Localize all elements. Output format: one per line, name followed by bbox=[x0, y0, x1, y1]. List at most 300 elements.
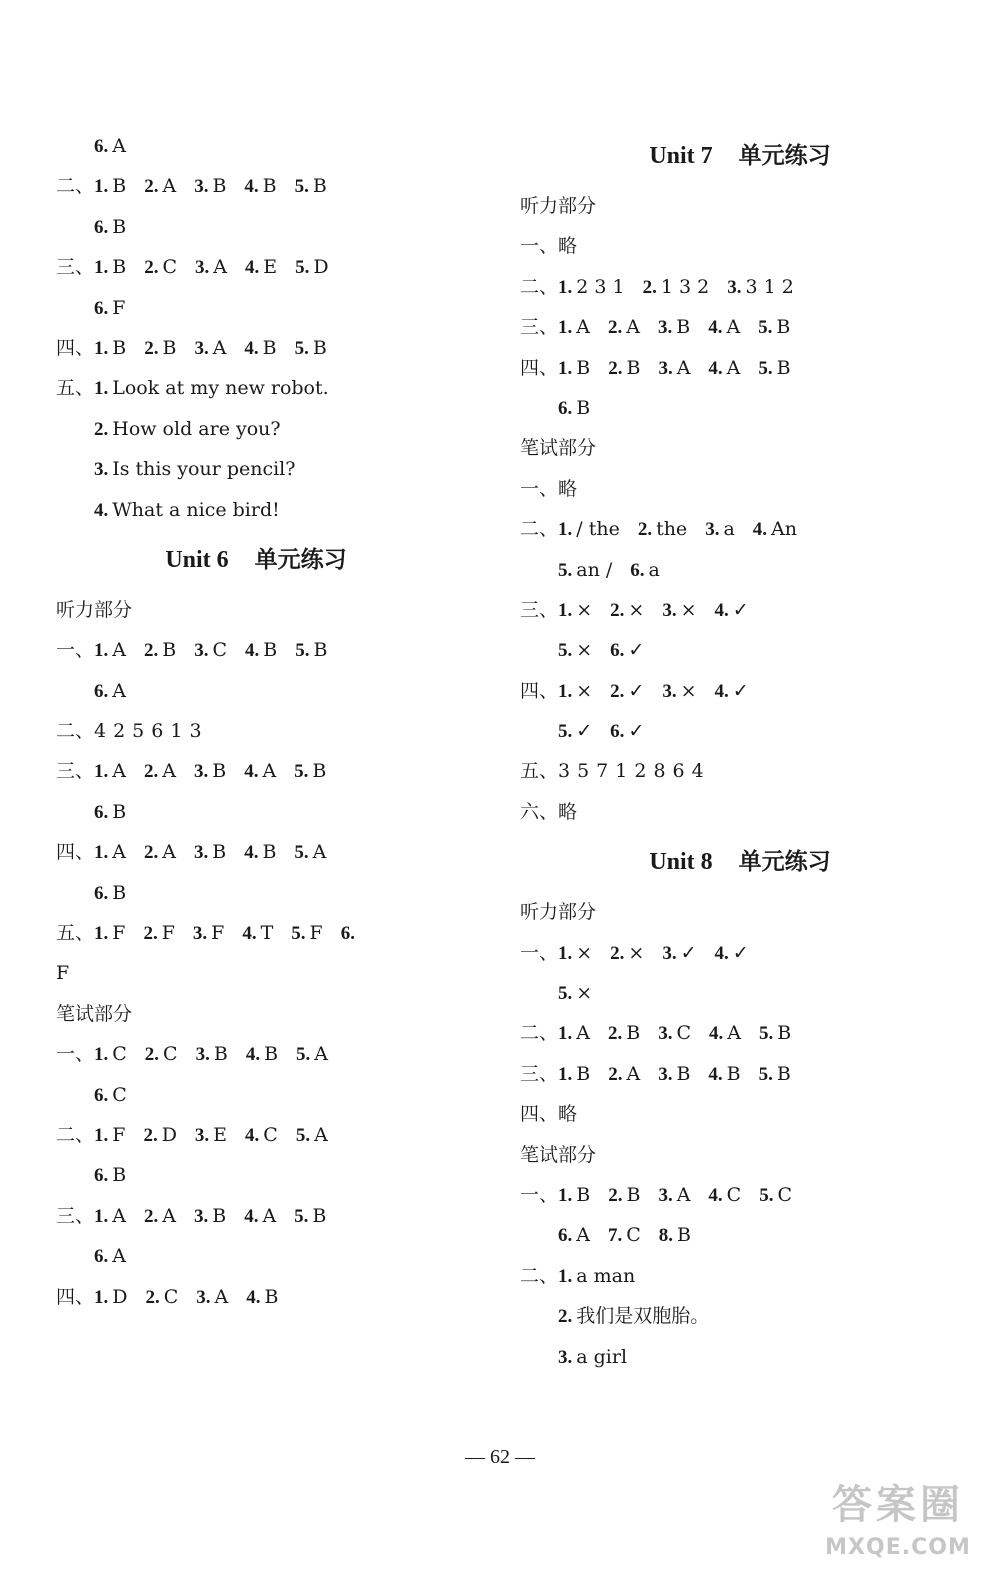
answer-value: A bbox=[112, 135, 126, 157]
answer-value: A bbox=[112, 1204, 126, 1227]
answer-dot: . bbox=[671, 942, 677, 964]
answer-item bbox=[94, 207, 126, 248]
answer-dot: . bbox=[154, 1044, 160, 1066]
answer-number: 1 bbox=[558, 276, 568, 298]
answer-line bbox=[520, 792, 960, 832]
answer-line bbox=[56, 1034, 456, 1074]
answer-number: 4 bbox=[245, 1124, 255, 1146]
answer-value: C bbox=[263, 1123, 278, 1146]
answer-number: 3 bbox=[662, 680, 672, 702]
answer-dot: . bbox=[304, 257, 310, 279]
answer-value: × bbox=[576, 679, 593, 702]
answer-value: D bbox=[112, 1285, 128, 1308]
answer-value: B bbox=[726, 1062, 741, 1085]
answer-value: A bbox=[576, 1022, 590, 1045]
answer-value: B bbox=[112, 800, 127, 823]
answer-dot: . bbox=[255, 1044, 261, 1066]
answer-line bbox=[56, 328, 456, 368]
answer-value: B bbox=[262, 336, 277, 359]
answer-dot: . bbox=[103, 1286, 109, 1308]
answer-value: E bbox=[263, 256, 278, 279]
answer-value: B bbox=[626, 356, 641, 379]
answer-value: B bbox=[576, 396, 591, 419]
answer-number: 4 bbox=[714, 942, 725, 964]
answer-item bbox=[143, 913, 174, 954]
section-heading: 笔试部分 bbox=[56, 1002, 133, 1025]
answer-item bbox=[558, 348, 590, 389]
answer-number: 6 bbox=[558, 397, 568, 419]
answer-line bbox=[56, 1115, 456, 1155]
answer-number: 1 bbox=[558, 1184, 568, 1206]
answer-dot: . bbox=[567, 357, 573, 379]
answer-number: 2 bbox=[642, 276, 653, 298]
answer-dot: . bbox=[304, 337, 309, 359]
answer-value: B bbox=[112, 175, 127, 198]
answer-value: F bbox=[309, 922, 323, 945]
answer-dot: . bbox=[153, 257, 159, 279]
answer-number: 3 bbox=[192, 923, 203, 945]
answer-dot: . bbox=[768, 1023, 774, 1045]
answer-item bbox=[244, 832, 276, 873]
answer-line bbox=[520, 671, 960, 711]
answer-item bbox=[708, 348, 740, 389]
answer-item bbox=[94, 873, 126, 914]
answer-dot: . bbox=[255, 1286, 261, 1308]
answer-dot: . bbox=[153, 640, 159, 662]
answer-value: A bbox=[262, 760, 277, 783]
answer-dot: . bbox=[253, 176, 259, 198]
answer-item bbox=[759, 1175, 792, 1216]
answer-dot: . bbox=[253, 337, 259, 359]
answer-dot: . bbox=[617, 1225, 623, 1247]
answer-number: 1 bbox=[94, 1286, 104, 1308]
answer-item bbox=[94, 1277, 127, 1318]
answer-dot: . bbox=[617, 1184, 623, 1206]
answer-item bbox=[145, 1034, 178, 1075]
answer-item bbox=[558, 590, 592, 631]
answer-item bbox=[196, 1277, 228, 1318]
answer-dot: . bbox=[103, 842, 109, 864]
answer-value: A bbox=[112, 639, 126, 662]
answer-value: B bbox=[776, 1062, 791, 1085]
answer-item bbox=[244, 166, 276, 207]
answer-dot: . bbox=[714, 519, 720, 541]
answer-line bbox=[520, 267, 960, 307]
answer-value: B bbox=[677, 1224, 691, 1247]
answer-number: 2 bbox=[143, 842, 154, 864]
answer-value: ✓ bbox=[732, 598, 749, 621]
answer-dot: . bbox=[103, 418, 109, 440]
unit-number: Unit 6 bbox=[165, 546, 229, 573]
answer-dot: . bbox=[567, 397, 573, 419]
answer-value: B bbox=[264, 1043, 279, 1066]
answer-number: 5 bbox=[295, 257, 305, 279]
answer-value: B bbox=[312, 1204, 327, 1227]
answer-value: A bbox=[312, 841, 327, 864]
answer-dot: . bbox=[567, 559, 573, 581]
answer-number: 6 bbox=[630, 559, 640, 581]
answer-number: 2 bbox=[143, 1205, 154, 1227]
answer-dot: . bbox=[718, 1023, 724, 1045]
answer-dot: . bbox=[153, 761, 159, 783]
answer-item bbox=[758, 348, 790, 389]
answer-number: 6 bbox=[94, 1165, 104, 1187]
answer-dot: . bbox=[103, 378, 109, 400]
answer-item bbox=[94, 1236, 126, 1277]
answer-value: ✓ bbox=[732, 941, 749, 964]
answer-dot: . bbox=[567, 519, 573, 541]
answer-value: a girl bbox=[576, 1345, 628, 1368]
question-group-marker: 四、 bbox=[520, 1103, 559, 1126]
section-heading: 听力部分 bbox=[520, 195, 597, 217]
question-group-marker: 一、 bbox=[56, 1043, 95, 1066]
answer-dot: . bbox=[103, 801, 109, 823]
answer-value: B bbox=[162, 336, 177, 359]
answer-dot: . bbox=[300, 923, 306, 945]
answer-line bbox=[56, 126, 456, 166]
answer-dot: . bbox=[768, 1184, 774, 1206]
answer-item bbox=[608, 1013, 640, 1054]
answer-dot: . bbox=[202, 923, 208, 945]
answer-item bbox=[610, 671, 644, 712]
answer-value: B bbox=[212, 841, 227, 864]
answer-number: 7 bbox=[607, 1225, 618, 1247]
answer-line bbox=[520, 1013, 960, 1053]
answer-number: 6 bbox=[94, 216, 104, 238]
answer-number: 3 bbox=[195, 1044, 206, 1066]
answer-value: A bbox=[112, 841, 126, 864]
answer-number: 1 bbox=[94, 257, 104, 279]
question-group-marker: 一、 bbox=[520, 235, 559, 258]
answer-item bbox=[291, 913, 322, 954]
answer-item bbox=[194, 630, 227, 671]
answer-value: A bbox=[213, 256, 227, 279]
answer-dot: . bbox=[254, 640, 260, 662]
answer-number: 6 bbox=[340, 923, 351, 945]
answer-item bbox=[662, 590, 696, 631]
answer-value: B bbox=[212, 1204, 227, 1227]
answer-item bbox=[658, 1175, 690, 1216]
answer-dot: . bbox=[303, 761, 309, 783]
answer-line bbox=[520, 348, 960, 388]
answer-value: B bbox=[263, 639, 278, 662]
answer-dot: . bbox=[103, 761, 109, 783]
answer-value: What a nice bird! bbox=[112, 498, 280, 521]
answer-dot: . bbox=[567, 1023, 573, 1045]
answer-value: B bbox=[112, 1164, 127, 1187]
answer-dot: . bbox=[671, 680, 677, 702]
answer-number: 1 bbox=[94, 842, 104, 864]
answer-number: 1 bbox=[558, 519, 568, 541]
answer-value: B bbox=[676, 1062, 691, 1085]
answer-item bbox=[610, 933, 644, 974]
answer-value: B bbox=[576, 1062, 591, 1085]
answer-value: 1 3 2 bbox=[660, 275, 710, 298]
question-group-marker: 二、 bbox=[56, 1123, 95, 1146]
answer-value: Is this your pencil? bbox=[112, 458, 296, 481]
answer-value: C bbox=[726, 1183, 742, 1206]
answer-dot: . bbox=[254, 1124, 260, 1146]
answer-dot: . bbox=[203, 761, 209, 783]
unit-heading bbox=[520, 832, 960, 892]
answer-dot: . bbox=[205, 1044, 210, 1066]
answer-value: B bbox=[262, 841, 277, 864]
answer-item bbox=[643, 267, 710, 308]
answer-value: B bbox=[776, 356, 791, 379]
section-heading: 听力部分 bbox=[56, 598, 133, 621]
answer-item bbox=[558, 1256, 635, 1297]
answer-item bbox=[558, 711, 592, 752]
answer-value: E bbox=[213, 1123, 228, 1146]
watermark-url: MXQE.COM bbox=[825, 1535, 971, 1560]
answer-item bbox=[753, 509, 797, 550]
answer-item bbox=[94, 126, 126, 167]
answer-item bbox=[658, 307, 690, 348]
answer-dot: . bbox=[567, 1265, 573, 1287]
answer-item bbox=[705, 509, 735, 550]
answer-number: 1 bbox=[558, 599, 568, 621]
answer-number: 2 bbox=[145, 1286, 155, 1308]
answer-value: × bbox=[576, 639, 593, 662]
question-group-marker: 二、 bbox=[520, 1264, 559, 1287]
answer-item bbox=[94, 409, 281, 450]
answer-dot: . bbox=[567, 942, 573, 964]
answer-item bbox=[94, 1115, 125, 1156]
answer-value: B bbox=[312, 175, 327, 198]
answer-item bbox=[144, 328, 176, 369]
answer-item bbox=[194, 328, 226, 369]
answer-item bbox=[246, 1034, 278, 1075]
answer-value: 我们是双胞胎。 bbox=[576, 1305, 710, 1328]
answer-value: A bbox=[576, 316, 590, 339]
question-group-marker: 三、 bbox=[520, 1062, 559, 1085]
answer-line bbox=[56, 913, 456, 953]
answer-dot: . bbox=[736, 276, 742, 298]
answer-number: 4 bbox=[94, 499, 104, 521]
answer-line bbox=[520, 973, 960, 1013]
answer-item bbox=[558, 973, 592, 1014]
answer-item bbox=[144, 166, 176, 207]
answer-number: 1 bbox=[558, 317, 568, 339]
answer-item bbox=[295, 247, 328, 288]
answer-number: 1 bbox=[558, 1063, 568, 1085]
answer-item bbox=[94, 630, 126, 671]
answer-value: × bbox=[576, 982, 593, 1005]
answer-number: 3 bbox=[658, 1184, 668, 1206]
answer-dot: . bbox=[103, 136, 109, 157]
answer-value: F bbox=[112, 922, 126, 945]
answer-item bbox=[194, 751, 226, 792]
answer-item bbox=[94, 490, 280, 531]
question-group-marker: 五、 bbox=[56, 922, 95, 945]
answer-number: 1 bbox=[94, 640, 104, 662]
answer-value: B bbox=[576, 356, 591, 379]
answer-value: A bbox=[576, 1224, 590, 1247]
answer-dot: . bbox=[253, 1205, 259, 1227]
answer-value: ✓ bbox=[680, 941, 697, 964]
answer-number: 2 bbox=[608, 1063, 618, 1085]
answer-dot: . bbox=[717, 357, 723, 379]
answer-line bbox=[520, 590, 960, 630]
answer-item bbox=[94, 449, 295, 490]
answer-line bbox=[520, 1175, 960, 1215]
answer-item bbox=[659, 1215, 691, 1256]
answer-dot: . bbox=[205, 1286, 211, 1308]
answer-item bbox=[608, 1054, 640, 1095]
answer-number: 4 bbox=[245, 640, 255, 662]
answer-value: ✓ bbox=[628, 679, 645, 702]
answer-dot: . bbox=[103, 923, 109, 945]
answer-text: 略 bbox=[558, 800, 578, 823]
answer-value: A bbox=[726, 316, 741, 339]
answer-item bbox=[245, 247, 277, 288]
answer-dot: . bbox=[567, 1306, 573, 1328]
question-group-marker: 二、 bbox=[520, 275, 559, 298]
answer-text: 略 bbox=[558, 477, 578, 500]
answer-dot: . bbox=[203, 176, 209, 198]
answer-dot: . bbox=[103, 1124, 109, 1146]
answer-number: 3 bbox=[658, 1063, 668, 1085]
answer-item bbox=[296, 1034, 328, 1075]
answer-item bbox=[295, 630, 327, 671]
answer-dot: . bbox=[203, 640, 209, 662]
question-group-marker: 三、 bbox=[520, 598, 559, 621]
answer-dot: . bbox=[203, 842, 209, 864]
answer-number: 4 bbox=[242, 923, 252, 945]
answer-dot: . bbox=[639, 559, 645, 581]
answer-dot: . bbox=[304, 176, 309, 198]
answer-number: 5 bbox=[294, 1205, 304, 1227]
answer-item bbox=[758, 307, 790, 348]
answer-text: F bbox=[56, 962, 70, 985]
answer-dot: . bbox=[619, 680, 625, 702]
answer-number: 4 bbox=[245, 1044, 256, 1066]
answer-value: the bbox=[656, 518, 688, 541]
answer-number: 2 bbox=[143, 923, 153, 945]
answer-number: 3 bbox=[658, 1023, 668, 1045]
answer-value: / the bbox=[576, 518, 620, 541]
answer-dot: . bbox=[717, 317, 723, 339]
answer-number: 4 bbox=[245, 257, 255, 279]
answer-dot: . bbox=[567, 317, 573, 339]
answer-value: A bbox=[162, 841, 176, 864]
answer-number: 6 bbox=[94, 801, 104, 823]
answer-dot: . bbox=[567, 599, 573, 621]
answer-value: × bbox=[576, 598, 593, 621]
answer-number: 2 bbox=[144, 257, 154, 279]
answer-dot: . bbox=[667, 1023, 673, 1045]
answer-item bbox=[558, 1175, 590, 1216]
answer-line bbox=[520, 1054, 960, 1094]
right-column bbox=[520, 126, 960, 1377]
answer-value: F bbox=[112, 1123, 126, 1146]
answer-number: 3 bbox=[193, 1205, 204, 1227]
watermark-logo bbox=[808, 1478, 988, 1578]
answer-number: 3 bbox=[662, 942, 672, 964]
answer-item bbox=[558, 933, 592, 974]
question-group-marker: 一、 bbox=[520, 477, 559, 500]
answer-item bbox=[708, 1175, 741, 1216]
answer-value: C bbox=[777, 1183, 793, 1206]
answer-number: 6 bbox=[94, 1246, 104, 1268]
answer-number: 1 bbox=[558, 357, 568, 379]
answer-line bbox=[520, 469, 960, 509]
answer-number: 5 bbox=[294, 761, 304, 783]
answer-line bbox=[520, 307, 960, 347]
answer-dot: . bbox=[152, 923, 158, 945]
answer-value: C bbox=[163, 1043, 178, 1066]
answer-item bbox=[608, 1215, 641, 1256]
answer-item bbox=[610, 711, 644, 752]
section-heading: 听力部分 bbox=[520, 901, 597, 924]
answer-value: A bbox=[727, 1022, 741, 1045]
answer-line bbox=[520, 226, 960, 266]
answer-dot: . bbox=[567, 1063, 573, 1085]
answer-value: A bbox=[214, 1285, 229, 1308]
answer-line bbox=[56, 449, 456, 489]
answer-item bbox=[144, 751, 176, 792]
answer-value: B bbox=[112, 215, 127, 238]
answer-number: 2 bbox=[610, 599, 620, 621]
answer-line bbox=[56, 166, 456, 206]
answer-item bbox=[558, 630, 592, 671]
answer-value: D bbox=[161, 1123, 177, 1146]
answer-number: 4 bbox=[244, 176, 254, 198]
answer-value: ✓ bbox=[628, 639, 645, 662]
answer-number: 8 bbox=[658, 1225, 669, 1247]
answer-line bbox=[520, 550, 960, 590]
answer-number: 4 bbox=[714, 680, 725, 702]
question-group-marker: 四、 bbox=[520, 356, 559, 379]
answer-number: 5 bbox=[558, 983, 568, 1005]
question-group-marker: 一、 bbox=[520, 941, 559, 964]
answer-dot: . bbox=[717, 1063, 723, 1085]
answer-value: ✓ bbox=[628, 720, 645, 743]
answer-value: F bbox=[211, 922, 225, 945]
answer-item bbox=[715, 590, 749, 631]
answer-number: 1 bbox=[94, 378, 104, 400]
answer-number: 1 bbox=[94, 176, 104, 198]
answer-value: A bbox=[112, 760, 126, 783]
answer-dot: . bbox=[305, 1044, 311, 1066]
question-group-marker: 一、 bbox=[520, 1183, 559, 1206]
answer-number: 6 bbox=[94, 1084, 104, 1106]
question-group-marker: 二、 bbox=[520, 518, 559, 541]
answer-value: B bbox=[264, 1285, 279, 1308]
answer-number: 2 bbox=[144, 337, 154, 359]
answer-value: an / bbox=[576, 558, 613, 581]
answer-line bbox=[56, 288, 456, 328]
answer-number: 2 bbox=[144, 1044, 155, 1066]
answer-dot: . bbox=[103, 1205, 109, 1227]
answer-item bbox=[295, 166, 327, 207]
answer-dot: . bbox=[667, 357, 673, 379]
answer-item bbox=[295, 328, 327, 369]
answer-item bbox=[193, 913, 224, 954]
answer-dot: . bbox=[567, 1225, 573, 1247]
answer-dot: . bbox=[567, 1346, 573, 1368]
answer-line bbox=[56, 247, 456, 287]
answer-item bbox=[94, 1155, 126, 1196]
answer-item bbox=[341, 913, 359, 954]
answer-item bbox=[709, 1013, 741, 1054]
answer-value: 2 3 1 bbox=[576, 275, 625, 298]
answer-number: 3 bbox=[94, 459, 104, 481]
answer-number: 4 bbox=[708, 317, 718, 339]
answer-value: a bbox=[648, 558, 660, 581]
answer-dot: . bbox=[204, 1124, 210, 1146]
question-group-marker: 六、 bbox=[520, 800, 559, 823]
